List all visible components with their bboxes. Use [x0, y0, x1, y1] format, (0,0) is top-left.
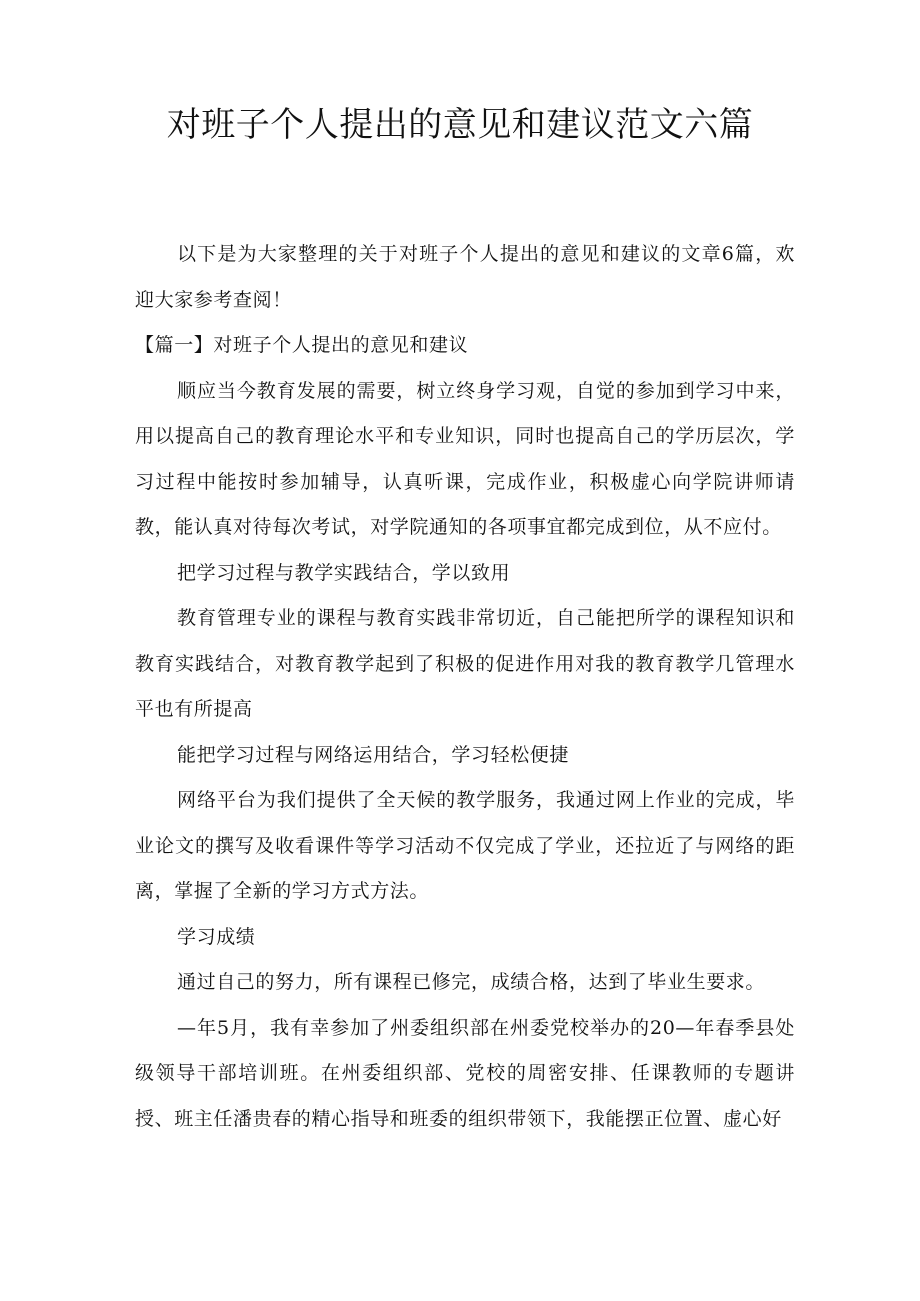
- body-paragraph: 学习成绩: [177, 925, 256, 948]
- section-heading: 【篇一】对班子个人提出的意见和建议: [135, 334, 469, 356]
- body-paragraph: 能把学习过程与网络运用结合，学习轻松便捷: [177, 743, 570, 766]
- body-paragraph: —年5月，我有幸参加了州委组织部在州委党校举办的20—年春季县处级领导干部培训班。在州委组织部、党校的周密安排、任课教师的专题讲授、班主任潘贵春的精心指导和班委的组织带领下，我能摆正位置、虚心好: [135, 1016, 795, 1130]
- body-paragraph: 教育管理专业的课程与教育实践非常切近，自己能把所学的课程知识和教育实践结合，对教育教学起到了积极的促进作用对我的教育教学几管理水平也有所提高: [135, 607, 795, 720]
- body-paragraph: 把学习过程与教学实践结合，学以致用: [177, 561, 511, 584]
- document-title: 对班子个人提出的意见和建议范文六篇: [166, 105, 754, 145]
- document-body: [135, 232, 795, 1142]
- body-paragraph: 顺应当今教育发展的需要，树立终身学习观，自觉的参加到学习中来，用以提高自己的教育理论水平和专业知识，同时也提高自己的学历层次，学习过程中能按时参加辅导，认真听课，完成作业，积极虚心向学院讲师请教，能认真对待每次考试，对学院通知的各项事宜都完成到位，从不应付。: [135, 379, 795, 538]
- body-paragraph: 网络平台为我们提供了全天候的教学服务，我通过网上作业的完成，毕业论文的撰写及收看课件等学习活动不仅完成了学业，还拉近了与网络的距离，掌握了全新的学习方式方法。: [135, 789, 795, 902]
- intro-paragraph: 以下是为大家整理的关于对班子个人提出的意见和建议的文章6篇，欢迎大家参考查阅！: [135, 243, 795, 311]
- body-paragraph: 通过自己的努力，所有课程已修完，成绩合格，达到了毕业生要求。: [177, 971, 766, 993]
